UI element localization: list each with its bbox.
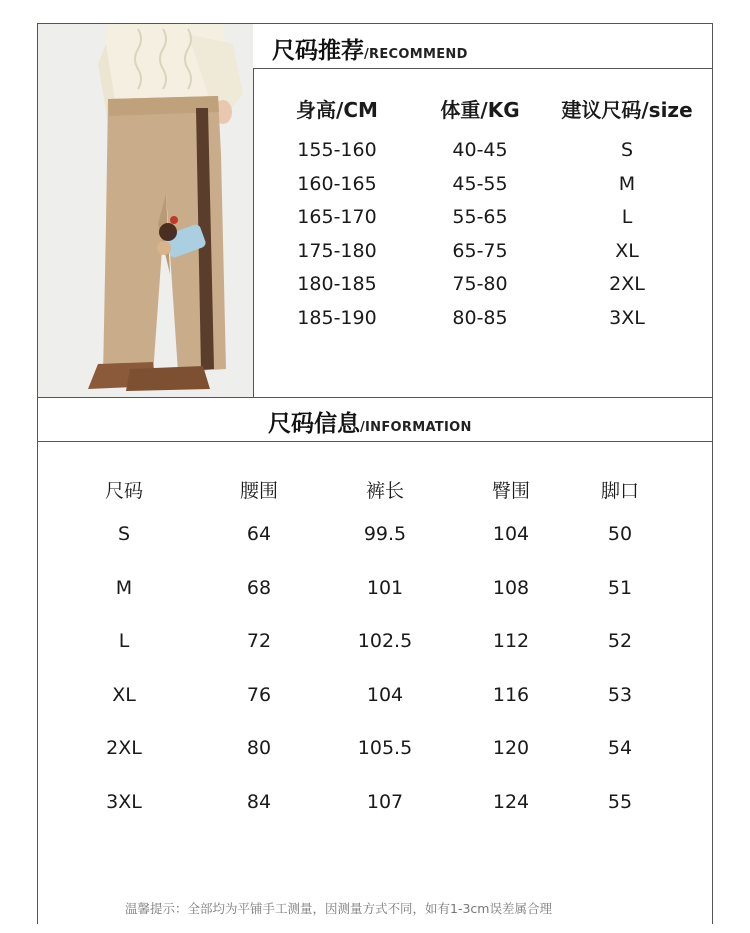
information-table-cell: 52	[607, 630, 633, 652]
recommend-table-cell: 65-75	[452, 239, 508, 262]
recommend-table-cell: L	[621, 206, 633, 228]
information-table-cell: 3XL	[106, 790, 142, 813]
divider-vertical	[253, 68, 254, 397]
information-table-cell: 107	[366, 790, 404, 813]
information-header-cell: 腰围	[239, 480, 279, 502]
information-table-cell: 104	[366, 683, 404, 706]
information-header-cell: 尺码	[104, 480, 144, 502]
information-table-cell: 68	[246, 576, 272, 599]
information-table-cell: 112	[492, 630, 530, 652]
recommend-table-cell: 185-190	[297, 306, 377, 329]
recommend-table-cell: 45-55	[452, 172, 508, 195]
information-table-cell: 50	[607, 523, 633, 545]
recommend-table-cell: 55-65	[452, 206, 508, 228]
recommend-table-cell: 155-160	[297, 139, 377, 161]
recommend-header-cell: 身高/CM	[296, 98, 378, 122]
information-table-cell: XL	[112, 683, 136, 706]
recommend-table-cell: 3XL	[609, 306, 645, 329]
recommend-table-cell: 175-180	[297, 239, 377, 262]
recommend-title	[272, 32, 468, 65]
recommend-table-cell: XL	[615, 239, 639, 262]
information-table-cell: 54	[607, 737, 633, 759]
information-table-cell: 84	[246, 790, 272, 813]
divider-info-top	[37, 397, 712, 398]
information-table-cell: 64	[246, 523, 272, 545]
information-table-cell: 116	[492, 683, 530, 706]
information-header-cell: 裤长	[365, 480, 405, 502]
pants-model-illustration	[38, 24, 253, 397]
information-table-cell: 76	[246, 683, 272, 706]
recommend-table-cell: M	[618, 172, 636, 195]
recommend-table-cell: 2XL	[609, 273, 645, 295]
information-table-cell: L	[118, 630, 130, 652]
recommend-header-cell: 建议尺码/size	[561, 98, 693, 122]
recommend-table-cell: 75-80	[452, 273, 508, 295]
recommend-table-cell: 160-165	[297, 172, 377, 195]
information-table-cell: 120	[492, 737, 530, 759]
divider-info-header	[37, 441, 712, 442]
recommend-table-cell: S	[620, 139, 634, 161]
recommend-table-cell: 40-45	[452, 139, 508, 161]
product-photo	[38, 24, 253, 397]
recommend-table-cell: 80-85	[452, 306, 508, 329]
information-table-cell: 51	[607, 576, 633, 599]
information-title	[268, 405, 472, 438]
recommend-title-cn: 尺码推荐	[272, 38, 364, 64]
recommend-title-en: /RECOMMEND	[364, 47, 468, 62]
information-header-cell: 脚口	[600, 480, 640, 502]
recommend-table-cell: 165-170	[297, 206, 377, 228]
information-table-cell: 55	[607, 790, 633, 813]
information-table-cell: M	[115, 576, 133, 599]
information-table-cell: 101	[366, 576, 404, 599]
information-title-en: /INFORMATION	[360, 420, 472, 435]
information-table-cell: 2XL	[106, 737, 142, 759]
recommend-header-cell: 体重/KG	[440, 98, 520, 122]
information-table-cell: 104	[492, 523, 530, 545]
recommend-table-cell: 180-185	[297, 273, 377, 295]
information-table-cell: S	[117, 523, 131, 545]
information-title-cn: 尺码信息	[268, 411, 360, 437]
measurement-note: 温馨提示：全部均为平铺手工测量，因测量方式不同，如有1-3cm误差属合理	[125, 901, 552, 916]
information-table-cell: 124	[492, 790, 530, 813]
information-table-cell: 72	[246, 630, 272, 652]
information-table-cell: 108	[492, 576, 530, 599]
information-table-cell: 102.5	[357, 630, 413, 652]
information-header-cell: 臀围	[491, 480, 531, 502]
divider-recommend-header	[253, 68, 712, 69]
information-table-cell: 99.5	[363, 523, 407, 545]
information-table-cell: 53	[607, 683, 633, 706]
information-table-cell: 105.5	[357, 737, 413, 759]
information-table-cell: 80	[246, 737, 272, 759]
